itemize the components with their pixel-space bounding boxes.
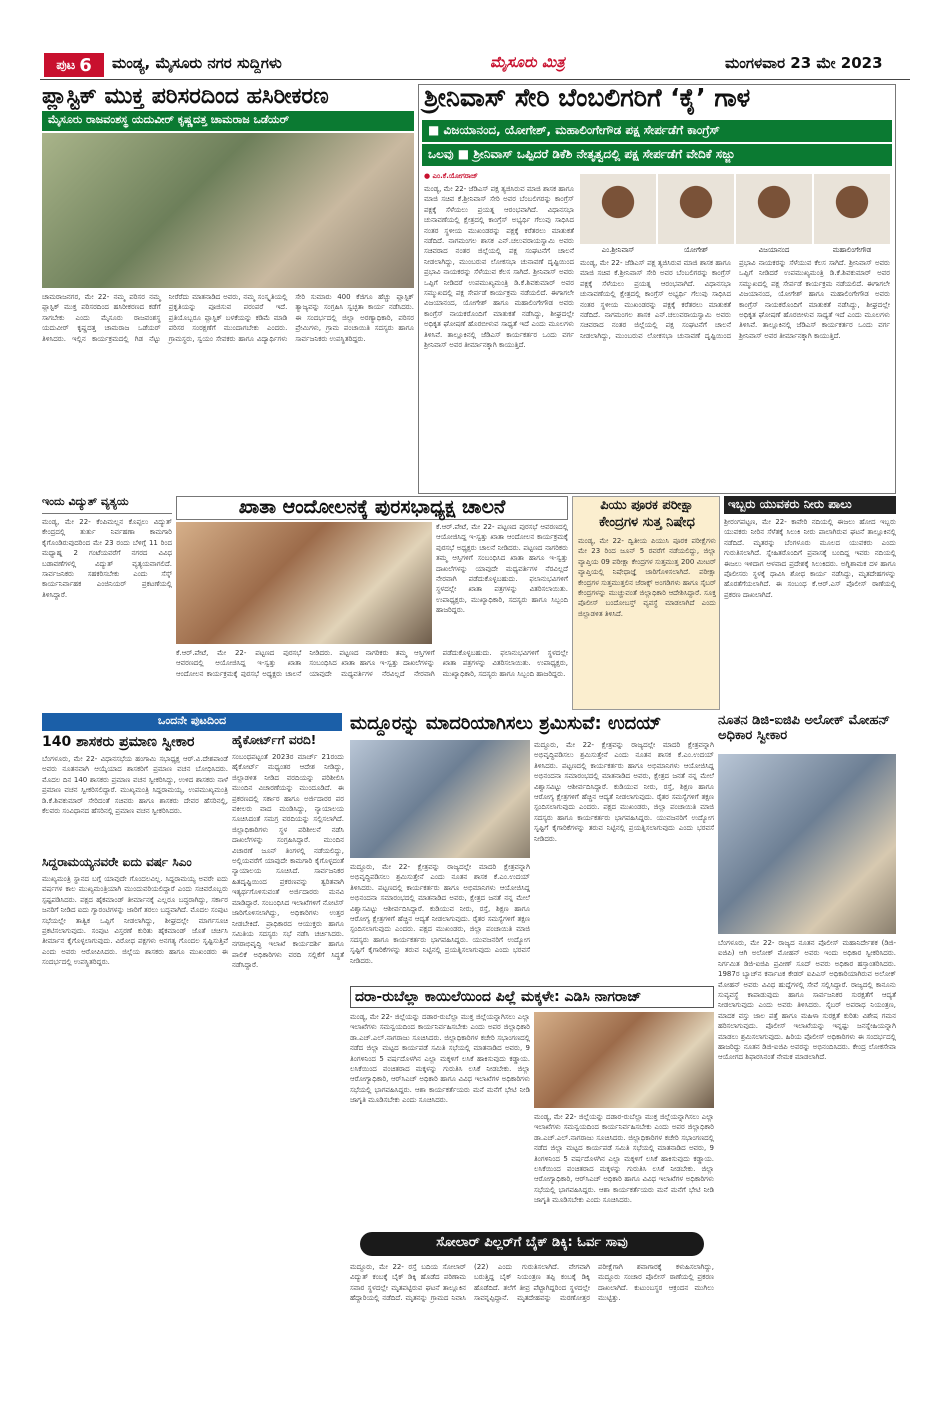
- a2-byline: ● ಎಂ.ಕೆ.ಯೋಗರಾಜ್: [424, 172, 478, 180]
- a10-headline: ನೂತನ ಡಿಜಿ-ಐಜಿಪಿ ಅಲೋಕ್ ಮೋಹನ್ ಅಧಿಕಾರ ಸ್ವೀಕಾರ: [718, 713, 890, 743]
- page-number: 6: [79, 54, 92, 76]
- a6-body: ಶ್ರೀರಂಗಪಟ್ಟಣ, ಮೇ 22- ಕಾವೇರಿ ನದಿಯಲ್ಲಿ ಈಜಲು ಹೋದ ಇಬ್ಬರು ಯುವಕರು ನೀರಿನ ಸೆಳೆತಕ್ಕೆ ಸಿಲುಕಿ ನೀರು ಪಾಲಾಗಿರುವ ಘಟನೆ ತಾಲ್ಲೂಕಿನಲ್ಲಿ ನಡೆದಿದೆ. ಮೃತರನ್ನು ಬೆಂಗಳೂರು ಮೂಲದ ಯುವಕರು ಎಂದು ಗುರುತಿಸಲಾಗಿದೆ. ಸ್ನೇಹಿತರೊಂದಿಗೆ ಪ್ರವಾಸಕ್ಕೆ ಬಂದಿದ್ದ ಇವರು ನದಿಯಲ್ಲಿ ಈಜಲು ಇಳಿದಾಗ ಆಳವಾದ ಪ್ರದೇಶಕ್ಕೆ ಸಿಲುಕಿದರು. ಅಗ್ನಿಶಾಮಕ ದಳ ಹಾಗೂ ಪೊಲೀಸರು ಸ್ಥಳಕ್ಕೆ ಧಾವಿಸಿ ಶೋಧ ಕಾರ್ಯ ನಡೆಸಿದ್ದು, ಮೃತದೇಹಗಳನ್ನು ಹೊರತೆಗೆಯಲಾಗಿದೆ. ಈ ಸಂಬಂಧ ಕೆ.ಆರ್.ಎಸ್ ಪೊಲೀಸ್ ಠಾಣೆಯಲ್ಲಿ ಪ್ರಕರಣ ದಾಖಲಾಗಿದೆ.: [724, 518, 896, 599]
- a12-body: ಮದ್ದೂರು, ಮೇ 22- ರಸ್ತೆ ಬದಿಯ ಸೋಲಾರ್ ವಿದ್ಯುತ್ ಕಂಬಕ್ಕೆ ಬೈಕ್ ಡಿಕ್ಕಿ ಹೊಡೆದ ಪರಿಣಾಮ ಸವಾರ ಸ್ಥಳದಲ್ಲೇ ಮೃತಪಟ್ಟಿರುವ ಘಟನೆ ತಾಲ್ಲೂಕಿನ ಹೆದ್ದಾರಿಯಲ್ಲಿ ನಡೆದಿದೆ. ಮೃತನನ್ನು ಗ್ರಾಮದ ನಿವಾಸಿ (22) ಎಂದು ಗುರುತಿಸಲಾಗಿದೆ. ವೇಗವಾಗಿ ಬರುತ್ತಿದ್ದ ಬೈಕ್ ನಿಯಂತ್ರಣ ತಪ್ಪಿ ಕಂಬಕ್ಕೆ ಡಿಕ್ಕಿ ಹೊಡೆದಿದೆ. ತಲೆಗೆ ತೀವ್ರ ಪೆಟ್ಟಾಗಿದ್ದರಿಂದ ಸ್ಥಳದಲ್ಲೇ ಸಾವನ್ನಪ್ಪಿದ್ದಾನೆ. ಮೃತದೇಹವನ್ನು ಮರಣೋತ್ತರ ಪರೀಕ್ಷೆಗಾಗಿ ಶವಾಗಾರಕ್ಕೆ ಕಳುಹಿಸಲಾಗಿದ್ದು, ಮದ್ದೂರು ಸಂಚಾರ ಪೊಲೀಸ್ ಠಾಣೆಯಲ್ಲಿ ಪ್ರಕರಣ ದಾಖಲಾಗಿದೆ. ಕುಟುಂಬಸ್ಥರ ಆಕ್ರಂದನ ಮುಗಿಲು ಮುಟ್ಟಿತ್ತು.: [350, 1263, 714, 1303]
- page-label: ಪುಟ: [56, 57, 76, 73]
- a7-body: ಬೆಂಗಳೂರು, ಮೇ 22- ವಿಧಾನಸಭೆಯ ಹಂಗಾಮಿ ಸಭಾಧ್ಯಕ್ಷ ಆರ್.ವಿ.ದೇಶಪಾಂಡೆ ಅವರು ನೂತನವಾಗಿ ಆಯ್ಕೆಯಾದ ಶಾಸಕರಿಗೆ ಪ್ರಮಾಣ ವಚನ ಬೋಧಿಸಿದರು. ಮೊದಲ ದಿನ 140 ಶಾಸಕರು ಪ್ರಮಾಣ ವಚನ ಸ್ವೀಕರಿಸಿದ್ದು, ಉಳಿದ ಶಾಸಕರು ನಾಳೆ ಪ್ರಮಾಣ ವಚನ ಸ್ವೀಕರಿಸಲಿದ್ದಾರೆ. ಮುಖ್ಯಮಂತ್ರಿ ಸಿದ್ದರಾಮಯ್ಯ, ಉಪಮುಖ್ಯಮಂತ್ರಿ ಡಿ.ಕೆ.ಶಿವಕುಮಾರ್ ಸೇರಿದಂತೆ ಸಚಿವರು ಹಾಗೂ ಶಾಸಕರು ದೇವರ ಹೆಸರಿನಲ್ಲಿ, ಕೆಲವರು ಸಂವಿಧಾನದ ಹೆಸರಿನಲ್ಲಿ ಪ್ರಮಾಣ ವಚನ ಸ್ವೀಕರಿಸಿದರು.: [42, 755, 228, 816]
- a2-caption-2: ಯೋಗೇಶ್: [683, 246, 709, 254]
- section-title: ಮಂಡ್ಯ, ಮೈಸೂರು ನಗರ ಸುದ್ದಿಗಳು: [112, 54, 282, 72]
- a2-headline: ಶ್ರೀನಿವಾಸ್ ಸೇರಿ ಬೆಂಬಲಿಗರಿಗೆ ‘ಕೈ’ ಗಾಳ: [424, 83, 751, 112]
- a2-deck-1: ■ ವಿಜಯಾನಂದ, ಯೋಗೇಶ್, ಮಹಾಲಿಂಗೇಗೌಡ ಪಕ್ಷ ಸೇರ್ಪಡೆಗೆ ಕಾಂಗ್ರೆಸ್: [422, 120, 892, 142]
- a1-subhead: ಮೈಸೂರು ರಾಜವಂಶಸ್ಥ ಯದುವೀರ್ ಕೃಷ್ಣದತ್ತ ಚಾಮರಾಜ ಒಡೆಯರ್: [42, 111, 414, 131]
- a2-caption-1: ಎಂ.ಶ್ರೀನಿವಾಸ್: [601, 246, 635, 254]
- a2-caption-3: ವಿಜಯಾನಂದ: [758, 246, 790, 254]
- a11-headline: ದರಾ-ರುಬೆಲ್ಲಾ ಕಾಯಿಲೆಯಿಂದ ಪಿಲ್ಲೆ ಮಕ್ಕಳೇ: ಎಡಿಸಿ ನಾಗರಾಜ್: [350, 986, 714, 1008]
- a5-headline-2: ಕೇಂದ್ರಗಳ ಸುತ್ತ ನಿಷೇಧ: [599, 515, 695, 530]
- a6-headline: ಇಬ್ಬರು ಯುವಕರು ನೀರು ಪಾಲು: [724, 496, 896, 514]
- a9-body-side: ಮದ್ದೂರು, ಮೇ 22- ಕ್ಷೇತ್ರವನ್ನು ರಾಜ್ಯದಲ್ಲೇ ಮಾದರಿ ಕ್ಷೇತ್ರವನ್ನಾಗಿ ಅಭಿವೃದ್ಧಿಪಡಿಸಲು ಶ್ರಮಿಸುತ್ತೇನೆ ಎಂದು ನೂತನ ಶಾಸಕ ಕೆ.ಎಂ.ಉದಯ್ ತಿಳಿಸಿದರು. ಪಟ್ಟಣದಲ್ಲಿ ಕಾರ್ಯಕರ್ತರು ಹಾಗೂ ಅಭಿಮಾನಿಗಳು ಆಯೋಜಿಸಿದ್ದ ಅಭಿನಂದನಾ ಸಮಾರಂಭದಲ್ಲಿ ಮಾತನಾಡಿದ ಅವರು, ಕ್ಷೇತ್ರದ ಜನತೆ ನನ್ನ ಮೇಲೆ ವಿಶ್ವಾಸವಿಟ್ಟು ಆಶೀರ್ವದಿಸಿದ್ದಾರೆ. ಕುಡಿಯುವ ನೀರು, ರಸ್ತೆ, ಶಿಕ್ಷಣ ಹಾಗೂ ಆರೋಗ್ಯ ಕ್ಷೇತ್ರಗಳಿಗೆ ಹೆಚ್ಚಿನ ಆದ್ಯತೆ ನೀಡಲಾಗುವುದು. ರೈತರ ಸಮಸ್ಯೆಗಳಿಗೆ ತಕ್ಷಣ ಸ್ಪಂದಿಸಲಾಗುವುದು ಎಂದರು. ಪಕ್ಷದ ಮುಖಂಡರು, ಜಿಲ್ಲಾ ಪಂಚಾಯಿತಿ ಮಾಜಿ ಸದಸ್ಯರು ಹಾಗೂ ಕಾರ್ಯಕರ್ತರು ಭಾಗವಹಿಸಿದ್ದರು. ಯುವಜನರಿಗೆ ಉದ್ಯೋಗ ಸೃಷ್ಟಿಗೆ ಕೈಗಾರಿಕೆಗಳನ್ನು ತರುವ ನಿಟ್ಟಿನಲ್ಲಿ ಪ್ರಯತ್ನಿಸಲಾಗುವುದು ಎಂದು ಭರವಸೆ ನೀಡಿದರು.: [534, 741, 714, 843]
- a9-photo: [350, 740, 530, 858]
- a2-caption-4: ಮಹಾಲಿಂಗೇಗೌಡ: [832, 246, 872, 254]
- a4-body-side: ಕೆ.ಆರ್.ಪೇಟೆ, ಮೇ 22- ಪಟ್ಟಣದ ಪುರಸಭೆ ಆವರಣದಲ್ಲಿ ಆಯೋಜಿಸಿದ್ದ ಇ-ಸ್ವತ್ತು ಖಾತಾ ಆಂದೋಲನ ಕಾರ್ಯಕ್ರಮಕ್ಕೆ ಪುರಸಭೆ ಅಧ್ಯಕ್ಷರು ಚಾಲನೆ ನೀಡಿದರು. ಪಟ್ಟಣದ ನಾಗರಿಕರು ತಮ್ಮ ಆಸ್ತಿಗಳಿಗೆ ಸಂಬಂಧಿಸಿದ ಖಾತಾ ಹಾಗೂ ಇ-ಸ್ವತ್ತು ದಾಖಲೆಗಳನ್ನು ಯಾವುದೇ ಮಧ್ಯವರ್ತಿಗಳ ನೆರವಿಲ್ಲದೆ ನೇರವಾಗಿ ಪಡೆದುಕೊಳ್ಳಬಹುದು. ಫಲಾನುಭವಿಗಳಿಗೆ ಸ್ಥಳದಲ್ಲೇ ಖಾತಾ ಪತ್ರಗಳನ್ನು ವಿತರಿಸಲಾಯಿತು. ಉಪಾಧ್ಯಕ್ಷರು, ಮುಖ್ಯಾಧಿಕಾರಿ, ಸದಸ್ಯರು ಹಾಗೂ ಸಿಬ್ಬಂದಿ ಹಾಜರಿದ್ದರು.: [436, 523, 568, 615]
- a2-photo-2: [658, 174, 734, 244]
- a2-photo-1: [580, 174, 656, 244]
- edition-date: ಮಂಗಳವಾರ 23 ಮೇ 2023: [725, 54, 883, 72]
- a11-photo: [534, 1012, 714, 1108]
- a2-deck-2: ಒಲವು ■ ಶ್ರೀನಿವಾಸ್ ಒಪ್ಪಿದರೆ ಡಿಕೆಶಿ ನೇತೃತ್ವದಲ್ಲಿ ಪಕ್ಷ ಸೇರ್ಪಡೆಗೆ ವೇದಿಕೆ ಸಜ್ಜು: [422, 144, 892, 166]
- a7-subhead: ಸಿದ್ದರಾಮಯ್ಯನವರೇ ಐದು ವರ್ಷ ಸಿಎಂ: [42, 855, 192, 869]
- a2-body-col: ಮಂಡ್ಯ, ಮೇ 22- ಜೆಡಿಎಸ್ ಪಕ್ಷ ತ್ಯಜಿಸಿರುವ ಮಾಜಿ ಶಾಸಕ ಹಾಗೂ ಮಾಜಿ ಸಚಿವ ಕೆ.ಶ್ರೀನಿವಾಸ್ ಸೇರಿ ಅವರ ಬೆಂಬಲಿಗರನ್ನು ಕಾಂಗ್ರೆಸ್ ಪಕ್ಷಕ್ಕೆ ಸೆಳೆಯಲು ಪ್ರಯತ್ನ ಆರಂಭವಾಗಿದೆ. ವಿಧಾನಸಭಾ ಚುನಾವಣೆಯಲ್ಲಿ ಕ್ಷೇತ್ರದಲ್ಲಿ ಕಾಂಗ್ರೆಸ್ ಅಭ್ಯರ್ಥಿ ಗೆಲುವು ಸಾಧಿಸಿದ ನಂತರ ಸ್ಥಳೀಯ ಮುಖಂಡರನ್ನು ಪಕ್ಷಕ್ಕೆ ಕರೆತರಲು ಮಾತುಕತೆ ನಡೆದಿದೆ. ನಾಗಮಂಗಲ ಶಾಸಕ ಎನ್.ಚಲುವರಾಯಸ್ವಾಮಿ ಅವರು ಸಚಿವರಾದ ನಂತರ ಜಿಲ್ಲೆಯಲ್ಲಿ ಪಕ್ಷ ಸಂಘಟನೆಗೆ ಚಾಲನೆ ನೀಡಲಾಗಿದ್ದು, ಮುಂಬರುವ ಲೋಕಸಭಾ ಚುನಾವಣೆ ದೃಷ್ಟಿಯಿಂದ ಪ್ರಭಾವಿ ನಾಯಕರನ್ನು ಸೆಳೆಯುವ ಕೆಲಸ ಸಾಗಿದೆ. ಶ್ರೀನಿವಾಸ್ ಅವರು ಒಪ್ಪಿಗೆ ನೀಡಿದರೆ ಉಪಮುಖ್ಯಮಂತ್ರಿ ಡಿ.ಕೆ.ಶಿವಕುಮಾರ್ ಅವರ ಸಮ್ಮುಖದಲ್ಲಿ ಪಕ್ಷ ಸೇರ್ಪಡೆ ಕಾರ್ಯಕ್ರಮ ನಡೆಯಲಿದೆ. ಈಗಾಗಲೇ ವಿಜಯಾನಂದ, ಯೋಗೇಶ್ ಹಾಗೂ ಮಹಾಲಿಂಗೇಗೌಡ ಅವರು ಕಾಂಗ್ರೆಸ್ ನಾಯಕರೊಂದಿಗೆ ಮಾತುಕತೆ ನಡೆಸಿದ್ದು, ಶೀಘ್ರದಲ್ಲೇ ಅಧಿಕೃತ ಘೋಷಣೆ ಹೊರಬೀಳುವ ಸಾಧ್ಯತೆ ಇದೆ ಎಂದು ಮೂಲಗಳು ತಿಳಿಸಿವೆ. ತಾಲ್ಲೂಕಿನಲ್ಲಿ ಜೆಡಿಎಸ್ ಕಾರ್ಯಕರ್ತರ ಒಂದು ವರ್ಗ ಶ್ರೀನಿವಾಸ್ ಅವರ ತೀರ್ಮಾನಕ್ಕಾಗಿ ಕಾಯುತ್ತಿದೆ.: [424, 185, 574, 350]
- a10-photo: [718, 754, 896, 934]
- a9-body: ಮದ್ದೂರು, ಮೇ 22- ಕ್ಷೇತ್ರವನ್ನು ರಾಜ್ಯದಲ್ಲೇ ಮಾದರಿ ಕ್ಷೇತ್ರವನ್ನಾಗಿ ಅಭಿವೃದ್ಧಿಪಡಿಸಲು ಶ್ರಮಿಸುತ್ತೇನೆ ಎಂದು ನೂತನ ಶಾಸಕ ಕೆ.ಎಂ.ಉದಯ್ ತಿಳಿಸಿದರು. ಪಟ್ಟಣದಲ್ಲಿ ಕಾರ್ಯಕರ್ತರು ಹಾಗೂ ಅಭಿಮಾನಿಗಳು ಆಯೋಜಿಸಿದ್ದ ಅಭಿನಂದನಾ ಸಮಾರಂಭದಲ್ಲಿ ಮಾತನಾಡಿದ ಅವರು, ಕ್ಷೇತ್ರದ ಜನತೆ ನನ್ನ ಮೇಲೆ ವಿಶ್ವಾಸವಿಟ್ಟು ಆಶೀರ್ವದಿಸಿದ್ದಾರೆ. ಕುಡಿಯುವ ನೀರು, ರಸ್ತೆ, ಶಿಕ್ಷಣ ಹಾಗೂ ಆರೋಗ್ಯ ಕ್ಷೇತ್ರಗಳಿಗೆ ಹೆಚ್ಚಿನ ಆದ್ಯತೆ ನೀಡಲಾಗುವುದು. ರೈತರ ಸಮಸ್ಯೆಗಳಿಗೆ ತಕ್ಷಣ ಸ್ಪಂದಿಸಲಾಗುವುದು ಎಂದರು. ಪಕ್ಷದ ಮುಖಂಡರು, ಜಿಲ್ಲಾ ಪಂಚಾಯಿತಿ ಮಾಜಿ ಸದಸ್ಯರು ಹಾಗೂ ಕಾರ್ಯಕರ್ತರು ಭಾಗವಹಿಸಿದ್ದರು. ಯುವಜನರಿಗೆ ಉದ್ಯೋಗ ಸೃಷ್ಟಿಗೆ ಕೈಗಾರಿಕೆಗಳನ್ನು ತರುವ ನಿಟ್ಟಿನಲ್ಲಿ ಪ್ರಯತ್ನಿಸಲಾಗುವುದು ಎಂದು ಭರವಸೆ ನೀಡಿದರು.: [350, 863, 530, 965]
- a9-headline: ಮದ್ದೂರನ್ನು ಮಾದರಿಯಾಗಿಸಲು ಶ್ರಮಿಸುವೆ: ಉದಯ್: [350, 713, 662, 734]
- a5-body: ಮಂಡ್ಯ, ಮೇ 22- ದ್ವಿತೀಯ ಪಿಯುಸಿ ಪೂರಕ ಪರೀಕ್ಷೆಗಳು ಮೇ 23 ರಿಂದ ಜೂನ್ 5 ರವರೆಗೆ ನಡೆಯಲಿದ್ದು, ಜಿಲ್ಲಾ ವ್ಯಾಪ್ತಿಯ 09 ಪರೀಕ್ಷಾ ಕೇಂದ್ರಗಳ ಸುತ್ತಮುತ್ತ 200 ಮೀಟರ್ ವ್ಯಾಪ್ತಿಯಲ್ಲಿ ನಿಷೇಧಾಜ್ಞೆ ಜಾರಿಗೊಳಿಸಲಾಗಿದೆ. ಪರೀಕ್ಷಾ ಕೇಂದ್ರಗಳ ಸುತ್ತಮುತ್ತಲಿನ ಜೆರಾಕ್ಸ್ ಅಂಗಡಿಗಳು ಹಾಗೂ ಸೈಬರ್ ಕೇಂದ್ರಗಳನ್ನು ಮುಚ್ಚುವಂತೆ ಜಿಲ್ಲಾಧಿಕಾರಿ ಆದೇಶಿಸಿದ್ದಾರೆ. ಸೂಕ್ತ ಪೊಲೀಸ್ ಬಂದೋಬಸ್ತ್ ವ್ಯವಸ್ಥೆ ಮಾಡಲಾಗಿದೆ ಎಂದು ಜಿಲ್ಲಾಡಳಿತ ತಿಳಿಸಿದೆ.: [578, 537, 716, 618]
- a2-photo-4: [814, 174, 890, 244]
- a3-headline: ಇಂದು ವಿದ್ಯುತ್ ವ್ಯತ್ಯಯ: [42, 496, 172, 514]
- a4-photo: [176, 522, 432, 644]
- page-number-tag: [44, 53, 104, 77]
- a10-body: ಬೆಂಗಳೂರು, ಮೇ 22- ರಾಜ್ಯದ ನೂತನ ಪೊಲೀಸ್ ಮಹಾನಿರ್ದೇಶಕ (ಡಿಜಿ-ಐಜಿಪಿ) ಆಗಿ ಅಲೋಕ್ ಮೋಹನ್ ಅವರು ಇಂದು ಅಧಿಕಾರ ಸ್ವೀಕರಿಸಿದರು. ನಿರ್ಗಮಿತ ಡಿಜಿ-ಐಜಿಪಿ ಪ್ರವೀಣ್ ಸೂದ್ ಅವರು ಅಧಿಕಾರ ಹಸ್ತಾಂತರಿಸಿದರು. 1987ರ ಬ್ಯಾಚ್‌ನ ಕರ್ನಾಟಕ ಕೇಡರ್ ಐಪಿಎಸ್ ಅಧಿಕಾರಿಯಾಗಿರುವ ಅಲೋಕ್ ಮೋಹನ್ ಅವರು ವಿವಿಧ ಹುದ್ದೆಗಳಲ್ಲಿ ಸೇವೆ ಸಲ್ಲಿಸಿದ್ದಾರೆ. ರಾಜ್ಯದಲ್ಲಿ ಕಾನೂನು ಸುವ್ಯವಸ್ಥೆ ಕಾಪಾಡುವುದು ಹಾಗೂ ಸಾರ್ವಜನಿಕರ ಸುರಕ್ಷತೆಗೆ ಆದ್ಯತೆ ನೀಡಲಾಗುವುದು ಎಂದು ಅವರು ತಿಳಿಸಿದರು. ಸೈಬರ್ ಅಪರಾಧ ನಿಯಂತ್ರಣ, ಮಾದಕ ವಸ್ತು ಜಾಲ ಪತ್ತೆ ಹಾಗೂ ಮಹಿಳಾ ಸುರಕ್ಷತೆ ಕುರಿತು ವಿಶೇಷ ಗಮನ ಹರಿಸಲಾಗುವುದು. ಪೊಲೀಸ್ ಇಲಾಖೆಯನ್ನು ಇನ್ನಷ್ಟು ಜನಸ್ನೇಹಿಯನ್ನಾಗಿ ಮಾಡಲು ಶ್ರಮಿಸಲಾಗುವುದು. ಹಿರಿಯ ಪೊಲೀಸ್ ಅಧಿಕಾರಿಗಳು ಈ ಸಂದರ್ಭದಲ್ಲಿ ಹಾಜರಿದ್ದು ನೂತನ ಡಿಜಿ-ಐಜಿಪಿ ಅವರನ್ನು ಅಭಿನಂದಿಸಿದರು. ಕೇಂದ್ರ ಲೋಕಸೇವಾ ಆಯೋಗದ ಶಿಫಾರಸಿನಂತೆ ನೇಮಕ ಮಾಡಲಾಗಿದೆ.: [718, 939, 896, 1062]
- a8-body: ಸಂಬಂಧಪಟ್ಟಂತೆ 2023ರ ಮಾರ್ಚ್ 21ರಂದು ಹೈಕೋರ್ಟ್ ಮಧ್ಯಂತರ ಆದೇಶ ನೀಡಿದ್ದು, ಜಿಲ್ಲಾಡಳಿತ ನೀಡಿದ ವರದಿಯನ್ನು ಪರಿಶೀಲಿಸಿ ಮುಂದಿನ ವಿಚಾರಣೆಯನ್ನು ಮುಂದೂಡಿದೆ. ಈ ಪ್ರಕರಣದಲ್ಲಿ ಸರ್ಕಾರ ಹಾಗೂ ಅರ್ಜಿದಾರರ ಪರ ವಕೀಲರು ವಾದ ಮಂಡಿಸಿದ್ದು, ನ್ಯಾಯಾಲಯ ಸೂಚಿಸಿದಂತೆ ಸಮಗ್ರ ವರದಿಯನ್ನು ಸಲ್ಲಿಸಲಾಗಿದೆ. ಜಿಲ್ಲಾಧಿಕಾರಿಗಳು ಸ್ಥಳ ಪರಿಶೀಲನೆ ನಡೆಸಿ ದಾಖಲೆಗಳನ್ನು ಸಂಗ್ರಹಿಸಿದ್ದಾರೆ. ಮುಂದಿನ ವಿಚಾರಣೆ ಜೂನ್ ತಿಂಗಳಲ್ಲಿ ನಡೆಯಲಿದ್ದು, ಅಲ್ಲಿಯವರೆಗೆ ಯಾವುದೇ ಕಾಮಗಾರಿ ಕೈಗೊಳ್ಳದಂತೆ ನ್ಯಾಯಾಲಯ ಸೂಚಿಸಿದೆ. ಸಾರ್ವಜನಿಕರ ಹಿತದೃಷ್ಟಿಯಿಂದ ಪ್ರಕರಣವನ್ನು ತ್ವರಿತವಾಗಿ ಇತ್ಯರ್ಥಗೊಳಿಸುವಂತೆ ಅರ್ಜಿದಾರರು ಮನವಿ ಮಾಡಿದ್ದಾರೆ. ಸಂಬಂಧಿಸಿದ ಇಲಾಖೆಗಳಿಗೆ ನೋಟಿಸ್ ಜಾರಿಗೊಳಿಸಲಾಗಿದ್ದು, ಅಧಿಕಾರಿಗಳು ಉತ್ತರ ನೀಡಬೇಕಿದೆ. ಪ್ರಾಧಿಕಾರದ ಆಯುಕ್ತರು ಹಾಗೂ ಸಮಿತಿಯ ಸದಸ್ಯರು ಸಭೆ ನಡೆಸಿ ಚರ್ಚಿಸಿದರು. ನಗರಾಭಿವೃದ್ಧಿ ಇಲಾಖೆ ಕಾರ್ಯದರ್ಶಿ ಹಾಗೂ ಪಾಲಿಕೆ ಅಧಿಕಾರಿಗಳು ವರದಿ ಸಲ್ಲಿಕೆಗೆ ಸಿದ್ಧತೆ ನಡೆಸಿದ್ದಾರೆ.: [232, 753, 344, 970]
- a1-body: ಚಾಮರಾಜನಗರ, ಮೇ 22- ನಮ್ಮ ಪರಿಸರ ನಮ್ಮ ಪ್ಲಾಸ್ಟಿಕ್ ಮುಕ್ತ ಪರಿಸರದಿಂದ ಹಸಿರೀಕರಣದ ಕಡೆಗೆ ಸಾಗಬೇಕು ಎಂದು ಮೈಸೂರು ರಾಜವಂಶಸ್ಥ ಯದುವೀರ್ ಕೃಷ್ಣದತ್ತ ಚಾಮರಾಜ ಒಡೆಯರ್ ತಿಳಿಸಿದರು. ಇಲ್ಲಿನ ಕಾರ್ಯಕ್ರಮದಲ್ಲಿ ಗಿಡ ನೆಟ್ಟು ನೀರೆರೆದು ಮಾತನಾಡಿದ ಅವರು, ನಮ್ಮ ಸಂಸ್ಕೃತಿಯಲ್ಲಿ ಪ್ರಕೃತಿಯನ್ನು ಪೂಜಿಸುವ ಪರಂಪರೆ ಇದೆ. ಪ್ರತಿಯೊಬ್ಬರೂ ಪ್ಲಾಸ್ಟಿಕ್ ಬಳಕೆಯನ್ನು ಕಡಿಮೆ ಮಾಡಿ ಪರಿಸರ ಸಂರಕ್ಷಣೆಗೆ ಮುಂದಾಗಬೇಕು ಎಂದರು. ಗ್ರಾಮಸ್ಥರು, ಸ್ವಯಂ ಸೇವಕರು ಹಾಗೂ ವಿದ್ಯಾರ್ಥಿಗಳು ಸೇರಿ ಸುಮಾರು 400 ಕೆಜಿಗೂ ಹೆಚ್ಚು ಪ್ಲಾಸ್ಟಿಕ್ ತ್ಯಾಜ್ಯವನ್ನು ಸಂಗ್ರಹಿಸಿ ಸ್ವಚ್ಛತಾ ಕಾರ್ಯ ನಡೆಸಿದರು. ಈ ಸಂದರ್ಭದಲ್ಲಿ ಜಿಲ್ಲಾ ಅರಣ್ಯಾಧಿಕಾರಿ, ಪರಿಸರ ಪ್ರೇಮಿಗಳು, ಗ್ರಾಮ ಪಂಚಾಯಿತಿ ಸದಸ್ಯರು ಹಾಗೂ ಸಾರ್ವಜನಿಕರು ಉಪಸ್ಥಿತರಿದ್ದರು.: [42, 293, 414, 343]
- continued-banner: ಒಂದನೇ ಪುಟದಿಂದ: [42, 713, 342, 731]
- a8-headline: ಹೈಕೋರ್ಟ್‌ಗೆ ವರದಿ!: [232, 733, 317, 747]
- a7-headline: 140 ಶಾಸಕರು ಪ್ರಮಾಣ ಸ್ವೀಕಾರ: [42, 734, 195, 750]
- a4-headline: ಖಾತಾ ಆಂದೋಲನಕ್ಕೆ ಪುರಸಭಾಧ್ಯಕ್ಷ ಚಾಲನೆ: [176, 496, 568, 520]
- a1-headline: ಪ್ಲಾಸ್ಟಿಕ್ ಮುಕ್ತ ಪರಿಸರದಿಂದ ಹಸಿರೀಕರಣ: [42, 84, 329, 109]
- a2-photo-3: [736, 174, 812, 244]
- a12-headline: ಸೋಲಾರ್ ಪಿಲ್ಲರ್‌ಗೆ ಬೈಕ್ ಡಿಕ್ಕಿ: ಓರ್ವ ಸಾವು: [360, 1232, 704, 1256]
- a11-body-side: ಮಂಡ್ಯ, ಮೇ 22- ಜಿಲ್ಲೆಯನ್ನು ದಡಾರ-ರುಬೆಲ್ಲಾ ಮುಕ್ತ ಜಿಲ್ಲೆಯನ್ನಾಗಿಸಲು ಎಲ್ಲಾ ಇಲಾಖೆಗಳು ಸಮನ್ವಯದಿಂದ ಕಾರ್ಯನಿರ್ವಹಿಸಬೇಕು ಎಂದು ಅಪರ ಜಿಲ್ಲಾಧಿಕಾರಿ ಡಾ.ಎಚ್.ಎಲ್.ನಾಗರಾಜು ಸೂಚಿಸಿದರು. ಜಿಲ್ಲಾಧಿಕಾರಿಗಳ ಕಚೇರಿ ಸಭಾಂಗಣದಲ್ಲಿ ನಡೆದ ಜಿಲ್ಲಾ ಮಟ್ಟದ ಕಾರ್ಯಪಡೆ ಸಮಿತಿ ಸಭೆಯಲ್ಲಿ ಮಾತನಾಡಿದ ಅವರು, 9 ತಿಂಗಳಿನಿಂದ 5 ವರ್ಷದೊಳಗಿನ ಎಲ್ಲಾ ಮಕ್ಕಳಿಗೆ ಲಸಿಕೆ ಹಾಕಿಸುವುದು ಕಡ್ಡಾಯ. ಲಸಿಕೆಯಿಂದ ವಂಚಿತರಾದ ಮಕ್ಕಳನ್ನು ಗುರುತಿಸಿ ಲಸಿಕೆ ನೀಡಬೇಕು. ಜಿಲ್ಲಾ ಆರೋಗ್ಯಾಧಿಕಾರಿ, ಆರ್‌ಸಿಎಚ್ ಅಧಿಕಾರಿ ಹಾಗೂ ವಿವಿಧ ಇಲಾಖೆಗಳ ಅಧಿಕಾರಿಗಳು ಸಭೆಯಲ್ಲಿ ಭಾಗವಹಿಸಿದ್ದರು. ಆಶಾ ಕಾರ್ಯಕರ್ತೆಯರು ಮನೆ ಮನೆಗೆ ಭೇಟಿ ನೀಡಿ ಜಾಗೃತಿ ಮೂಡಿಸಬೇಕು ಎಂದು ಸೂಚಿಸಿದರು.: [534, 1113, 714, 1205]
- a1-photo: [42, 133, 414, 288]
- a11-body: ಮಂಡ್ಯ, ಮೇ 22- ಜಿಲ್ಲೆಯನ್ನು ದಡಾರ-ರುಬೆಲ್ಲಾ ಮುಕ್ತ ಜಿಲ್ಲೆಯನ್ನಾಗಿಸಲು ಎಲ್ಲಾ ಇಲಾಖೆಗಳು ಸಮನ್ವಯದಿಂದ ಕಾರ್ಯನಿರ್ವಹಿಸಬೇಕು ಎಂದು ಅಪರ ಜಿಲ್ಲಾಧಿಕಾರಿ ಡಾ.ಎಚ್.ಎಲ್.ನಾಗರಾಜು ಸೂಚಿಸಿದರು. ಜಿಲ್ಲಾಧಿಕಾರಿಗಳ ಕಚೇರಿ ಸಭಾಂಗಣದಲ್ಲಿ ನಡೆದ ಜಿಲ್ಲಾ ಮಟ್ಟದ ಕಾರ್ಯಪಡೆ ಸಮಿತಿ ಸಭೆಯಲ್ಲಿ ಮಾತನಾಡಿದ ಅವರು, 9 ತಿಂಗಳಿನಿಂದ 5 ವರ್ಷದೊಳಗಿನ ಎಲ್ಲಾ ಮಕ್ಕಳಿಗೆ ಲಸಿಕೆ ಹಾಕಿಸುವುದು ಕಡ್ಡಾಯ. ಲಸಿಕೆಯಿಂದ ವಂಚಿತರಾದ ಮಕ್ಕಳನ್ನು ಗುರುತಿಸಿ ಲಸಿಕೆ ನೀಡಬೇಕು. ಜಿಲ್ಲಾ ಆರೋಗ್ಯಾಧಿಕಾರಿ, ಆರ್‌ಸಿಎಚ್ ಅಧಿಕಾರಿ ಹಾಗೂ ವಿವಿಧ ಇಲಾಖೆಗಳ ಅಧಿಕಾರಿಗಳು ಸಭೆಯಲ್ಲಿ ಭಾಗವಹಿಸಿದ್ದರು. ಆಶಾ ಕಾರ್ಯಕರ್ತೆಯರು ಮನೆ ಮನೆಗೆ ಭೇಟಿ ನೀಡಿ ಜಾಗೃತಿ ಮೂಡಿಸಬೇಕು ಎಂದು ಸೂಚಿಸಿದರು.: [350, 1013, 530, 1105]
- a5-headline-1: ಪಿಯು ಪೂರಕ ಪರೀಕ್ಷಾ: [600, 498, 694, 513]
- masthead: ಮೈಸೂರು ಮಿತ್ರ: [490, 53, 565, 71]
- a4-body: ಕೆ.ಆರ್.ಪೇಟೆ, ಮೇ 22- ಪಟ್ಟಣದ ಪುರಸಭೆ ಆವರಣದಲ್ಲಿ ಆಯೋಜಿಸಿದ್ದ ಇ-ಸ್ವತ್ತು ಖಾತಾ ಆಂದೋಲನ ಕಾರ್ಯಕ್ರಮಕ್ಕೆ ಪುರಸಭೆ ಅಧ್ಯಕ್ಷರು ಚಾಲನೆ ನೀಡಿದರು. ಪಟ್ಟಣದ ನಾಗರಿಕರು ತಮ್ಮ ಆಸ್ತಿಗಳಿಗೆ ಸಂಬಂಧಿಸಿದ ಖಾತಾ ಹಾಗೂ ಇ-ಸ್ವತ್ತು ದಾಖಲೆಗಳನ್ನು ಯಾವುದೇ ಮಧ್ಯವರ್ತಿಗಳ ನೆರವಿಲ್ಲದೆ ನೇರವಾಗಿ ಪಡೆದುಕೊಳ್ಳಬಹುದು. ಫಲಾನುಭವಿಗಳಿಗೆ ಸ್ಥಳದಲ್ಲೇ ಖಾತಾ ಪತ್ರಗಳನ್ನು ವಿತರಿಸಲಾಯಿತು. ಉಪಾಧ್ಯಕ್ಷರು, ಮುಖ್ಯಾಧಿಕಾರಿ, ಸದಸ್ಯರು ಹಾಗೂ ಸಿಬ್ಬಂದಿ ಹಾಜರಿದ್ದರು.: [176, 649, 568, 678]
- a3-body: ಮಂಡ್ಯ, ಮೇ 22- ಕೆಂಪಿಮಲ್ಲನ ಕೊಪ್ಪಲು ವಿದ್ಯುತ್ ಕೇಂದ್ರದಲ್ಲಿ ತುರ್ತು ನಿರ್ವಹಣಾ ಕಾಮಗಾರಿ ಕೈಗೊಂಡಿರುವುದರಿಂದ ಮೇ 23 ರಂದು ಬೆಳಿಗ್ಗೆ 11 ರಿಂದ ಮಧ್ಯಾಹ್ನ 2 ಗಂಟೆಯವರೆಗೆ ನಗರದ ವಿವಿಧ ಬಡಾವಣೆಗಳಲ್ಲಿ ವಿದ್ಯುತ್ ವ್ಯತ್ಯಯವಾಗಲಿದೆ. ಸಾರ್ವಜನಿಕರು ಸಹಕರಿಸಬೇಕು ಎಂದು ಸೆಸ್ಕ್ ಕಾರ್ಯನಿರ್ವಾಹಕ ಎಂಜಿನಿಯರ್ ಪ್ರಕಟಣೆಯಲ್ಲಿ ತಿಳಿಸಿದ್ದಾರೆ.: [42, 518, 172, 599]
- a2-body: ಮಂಡ್ಯ, ಮೇ 22- ಜೆಡಿಎಸ್ ಪಕ್ಷ ತ್ಯಜಿಸಿರುವ ಮಾಜಿ ಶಾಸಕ ಹಾಗೂ ಮಾಜಿ ಸಚಿವ ಕೆ.ಶ್ರೀನಿವಾಸ್ ಸೇರಿ ಅವರ ಬೆಂಬಲಿಗರನ್ನು ಕಾಂಗ್ರೆಸ್ ಪಕ್ಷಕ್ಕೆ ಸೆಳೆಯಲು ಪ್ರಯತ್ನ ಆರಂಭವಾಗಿದೆ. ವಿಧಾನಸಭಾ ಚುನಾವಣೆಯಲ್ಲಿ ಕ್ಷೇತ್ರದಲ್ಲಿ ಕಾಂಗ್ರೆಸ್ ಅಭ್ಯರ್ಥಿ ಗೆಲುವು ಸಾಧಿಸಿದ ನಂತರ ಸ್ಥಳೀಯ ಮುಖಂಡರನ್ನು ಪಕ್ಷಕ್ಕೆ ಕರೆತರಲು ಮಾತುಕತೆ ನಡೆದಿದೆ. ನಾಗಮಂಗಲ ಶಾಸಕ ಎನ್.ಚಲುವರಾಯಸ್ವಾಮಿ ಅವರು ಸಚಿವರಾದ ನಂತರ ಜಿಲ್ಲೆಯಲ್ಲಿ ಪಕ್ಷ ಸಂಘಟನೆಗೆ ಚಾಲನೆ ನೀಡಲಾಗಿದ್ದು, ಮುಂಬರುವ ಲೋಕಸಭಾ ಚುನಾವಣೆ ದೃಷ್ಟಿಯಿಂದ ಪ್ರಭಾವಿ ನಾಯಕರನ್ನು ಸೆಳೆಯುವ ಕೆಲಸ ಸಾಗಿದೆ. ಶ್ರೀನಿವಾಸ್ ಅವರು ಒಪ್ಪಿಗೆ ನೀಡಿದರೆ ಉಪಮುಖ್ಯಮಂತ್ರಿ ಡಿ.ಕೆ.ಶಿವಕುಮಾರ್ ಅವರ ಸಮ್ಮುಖದಲ್ಲಿ ಪಕ್ಷ ಸೇರ್ಪಡೆ ಕಾರ್ಯಕ್ರಮ ನಡೆಯಲಿದೆ. ಈಗಾಗಲೇ ವಿಜಯಾನಂದ, ಯೋಗೇಶ್ ಹಾಗೂ ಮಹಾಲಿಂಗೇಗೌಡ ಅವರು ಕಾಂಗ್ರೆಸ್ ನಾಯಕರೊಂದಿಗೆ ಮಾತುಕತೆ ನಡೆಸಿದ್ದು, ಶೀಘ್ರದಲ್ಲೇ ಅಧಿಕೃತ ಘೋಷಣೆ ಹೊರಬೀಳುವ ಸಾಧ್ಯತೆ ಇದೆ ಎಂದು ಮೂಲಗಳು ತಿಳಿಸಿವೆ. ತಾಲ್ಲೂಕಿನಲ್ಲಿ ಜೆಡಿಎಸ್ ಕಾರ್ಯಕರ್ತರ ಒಂದು ವರ್ಗ ಶ್ರೀನಿವಾಸ್ ಅವರ ತೀರ್ಮಾನಕ್ಕಾಗಿ ಕಾಯುತ್ತಿದೆ.: [580, 259, 890, 340]
- a7-body-2: ಮುಖ್ಯಮಂತ್ರಿ ಸ್ಥಾನದ ಬಗ್ಗೆ ಯಾವುದೇ ಗೊಂದಲವಿಲ್ಲ. ಸಿದ್ದರಾಮಯ್ಯ ಅವರೇ ಐದು ವರ್ಷಗಳ ಕಾಲ ಮುಖ್ಯಮಂತ್ರಿಯಾಗಿ ಮುಂದುವರಿಯಲಿದ್ದಾರೆ ಎಂದು ಸಚಿವರೊಬ್ಬರು ಸ್ಪಷ್ಟಪಡಿಸಿದರು. ಪಕ್ಷದ ಹೈಕಮಾಂಡ್ ತೀರ್ಮಾನಕ್ಕೆ ಎಲ್ಲರೂ ಬದ್ಧರಾಗಿದ್ದು, ಸರ್ಕಾರ ಜನರಿಗೆ ನೀಡಿದ ಐದು ಗ್ಯಾರಂಟಿಗಳನ್ನು ಜಾರಿಗೆ ತರಲು ಬದ್ಧವಾಗಿದೆ. ಮೊದಲ ಸಂಪುಟ ಸಭೆಯಲ್ಲೇ ತಾತ್ವಿಕ ಒಪ್ಪಿಗೆ ನೀಡಲಾಗಿದ್ದು, ಶೀಘ್ರದಲ್ಲೇ ಮಾರ್ಗಸೂಚಿ ಪ್ರಕಟಿಸಲಾಗುವುದು. ಸಂಪುಟ ವಿಸ್ತರಣೆ ಕುರಿತು ಹೈಕಮಾಂಡ್ ಜೊತೆ ಚರ್ಚಿಸಿ ತೀರ್ಮಾನ ಕೈಗೊಳ್ಳಲಾಗುವುದು. ವಿರೋಧ ಪಕ್ಷಗಳು ಅನಗತ್ಯ ಗೊಂದಲ ಸೃಷ್ಟಿಸುತ್ತಿವೆ ಎಂದು ಅವರು ಆರೋಪಿಸಿದರು. ಜಿಲ್ಲೆಯ ಶಾಸಕರು ಹಾಗೂ ಮುಖಂಡರು ಈ ಸಂದರ್ಭದಲ್ಲಿ ಉಪಸ್ಥಿತರಿದ್ದರು.: [42, 875, 228, 967]
